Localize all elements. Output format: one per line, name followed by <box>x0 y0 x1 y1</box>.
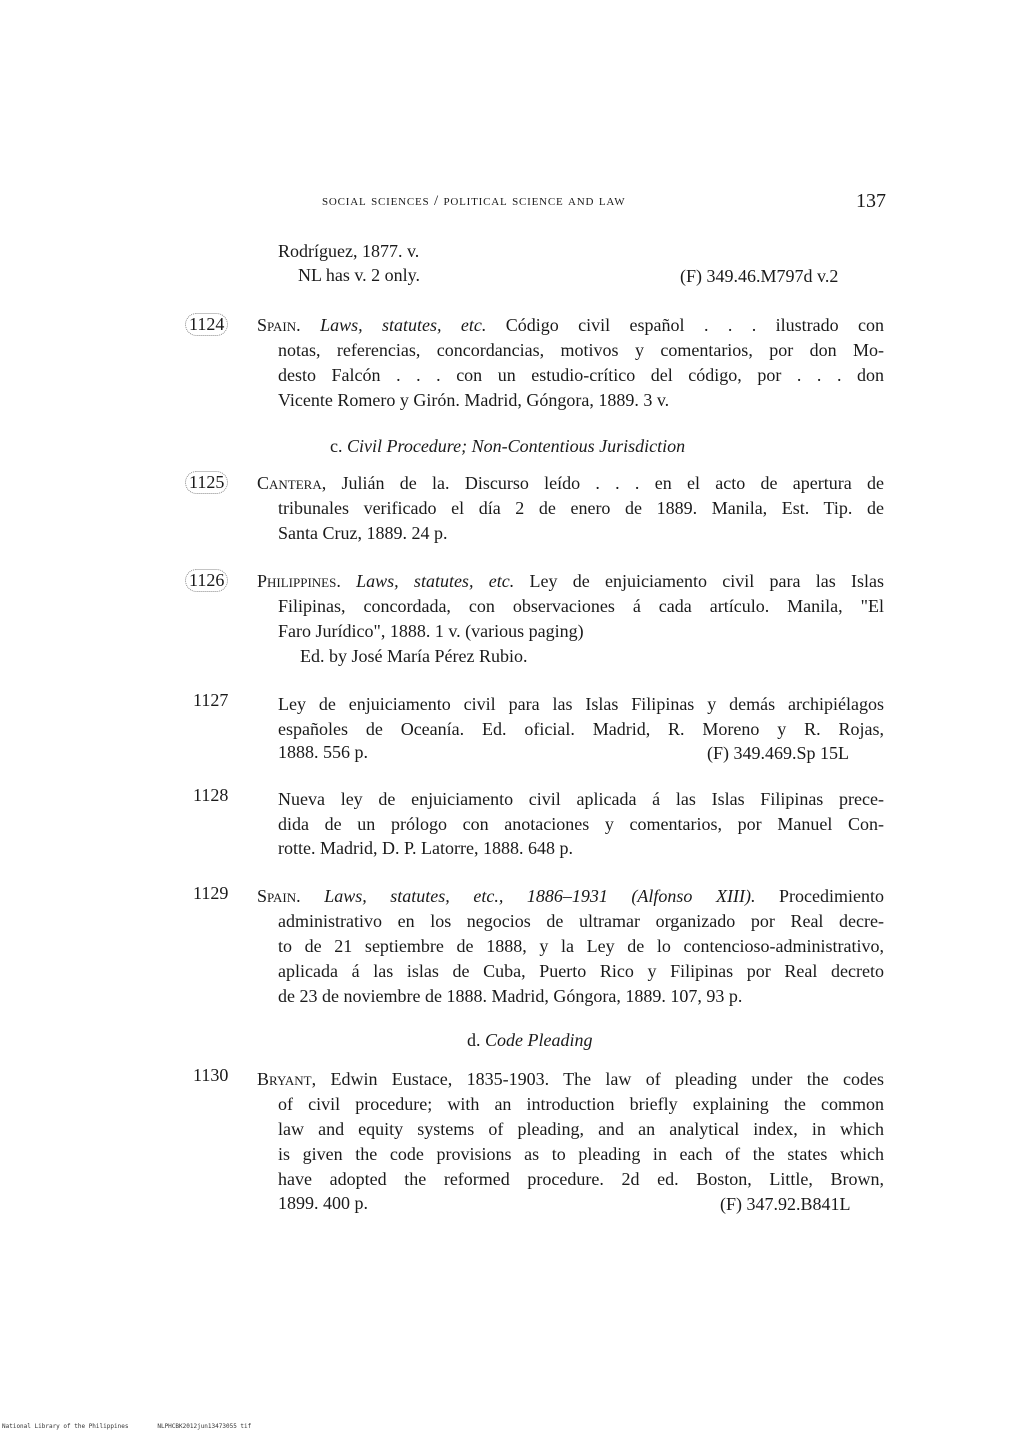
entry-1129-line-5: de 23 de noviembre de 1888. Madrid, Góngora, 1889. 107, 93 p. <box>278 986 743 1006</box>
call-number: (F) 349.46.M797d v.2 <box>680 266 839 286</box>
section-heading-d <box>467 1030 592 1051</box>
entry-1128-line-1: Nueva ley de enjuiciamento civil aplicada á las Islas Filipinas prece- <box>278 789 884 809</box>
page-number: 137 <box>856 190 886 212</box>
entry-1125-line-2: tribunales verificado el día 2 de enero de 1889. Manila, Est. Tip. de <box>278 498 884 518</box>
entry-1125-line-1 <box>257 471 884 495</box>
entry-author: Cantera, <box>257 473 327 493</box>
entry-1129-line-3: to de 21 septiembre de 1888, y la Ley de lo contencioso-administrativo, <box>278 936 884 956</box>
footer-file-id: NLPHCBK2012jun13473055 tif <box>157 1423 252 1430</box>
entry-1129-line-2: administrativo en los negocios de ultramar organizado por Real decre- <box>278 911 884 931</box>
entry-1130-line-1 <box>257 1067 884 1091</box>
entry-1130-line-2: of civil procedure; with an introduction briefly explaining the common <box>278 1094 884 1114</box>
entry-title: Procedimiento <box>779 886 885 906</box>
section-letter: d. <box>467 1030 481 1050</box>
entry-1128-line-3: rotte. Madrid, D. P. Latorre, 1888. 648 p. <box>278 838 573 858</box>
entry-1126-line-2: Filipinas, concordada, con observaciones á cada artículo. Manila, "El <box>278 596 884 616</box>
call-number: (F) 349.469.Sp 15L <box>707 743 850 763</box>
entry-1129-line-4: aplicada á las islas de Cuba, Puerto Rico y Filipinas por Real decreto <box>278 961 884 981</box>
scan-footer <box>2 1423 251 1430</box>
entry-1126-line-3: Faro Jurídico", 1888. 1 v. (various paging) <box>278 621 584 641</box>
entry-number: 1129 <box>193 883 229 903</box>
entry-1128-line-2: dida de un prólogo con anotaciones y comentarios, por Manuel Con- <box>278 814 884 834</box>
entry-1124-line-3: desto Falcón . . . con un estudio-crítico del código, por . . . don <box>278 365 884 385</box>
section-title: Civil Procedure; Non-Contentious Jurisdiction <box>347 436 686 456</box>
entry-1126-note: Ed. by José María Pérez Rubio. <box>300 646 528 666</box>
entry-title: Código civil español . . . ilustrado con <box>505 315 885 335</box>
entry-number: 1127 <box>193 690 229 710</box>
entry-1127-line-3: 1888. 556 p. <box>278 742 368 762</box>
entry-heading: Laws, statutes, etc. <box>356 571 515 591</box>
entry-number: 1128 <box>193 785 229 805</box>
entry-title: Ley de enjuiciamento civil para las Islas <box>529 571 885 591</box>
entry-heading: Laws, statutes, etc. <box>320 315 487 335</box>
entry-number: 1125 <box>185 471 228 494</box>
entry-1130-line-5: have adopted the reformed procedure. 2d ed. Boston, Little, Brown, <box>278 1169 884 1189</box>
entry-author: Philippines. <box>257 571 341 591</box>
section-title: Code Pleading <box>485 1030 593 1050</box>
entry-1124-line-1 <box>257 313 884 337</box>
entry-author: Bryant, <box>257 1069 317 1089</box>
entry-heading: Laws, statutes, etc., 1886–1931 (Alfonso XIII). <box>324 886 756 906</box>
entry-1127-line-2: españoles de Oceanía. Ed. oficial. Madrid, R. Moreno y R. Rojas, <box>278 719 884 739</box>
entry-1127-line-1: Ley de enjuiciamento civil para las Islas Filipinas y demás archipiélagos <box>278 694 884 714</box>
entry-author: Spain. <box>257 886 301 906</box>
entry-1125-line-3: Santa Cruz, 1889. 24 p. <box>278 523 448 543</box>
running-head: social sciences / political science and law <box>322 193 626 209</box>
section-heading-c <box>330 436 685 457</box>
entry-number: 1124 <box>185 313 228 336</box>
call-number: (F) 347.92.B841L <box>720 1194 851 1214</box>
entry-1124-line-4: Vicente Romero y Girón. Madrid, Góngora, 1889. 3 v. <box>278 390 670 410</box>
entry-1130-line-4: is given the code provisions as to pleading in each of the states which <box>278 1144 884 1164</box>
entry-title: Edwin Eustace, 1835-1903. The law of pleading under the codes <box>330 1069 885 1089</box>
entry-1126-line-1 <box>257 569 884 593</box>
entry-1124-line-2: notas, referencias, concordancias, motivos y comentarios, por don Mo- <box>278 340 884 360</box>
entry-number: 1126 <box>185 569 228 592</box>
entry-1130-line-3: law and equity systems of pleading, and an analytical index, in which <box>278 1119 884 1139</box>
carryover-note: NL has v. 2 only. <box>298 265 420 285</box>
entry-1129-line-1 <box>257 884 884 908</box>
entry-title: Julián de la. Discurso leído . . . en el acto de apertura de <box>341 473 884 493</box>
footer-library: National Library of the Philippines <box>2 1423 129 1430</box>
entry-number: 1130 <box>193 1065 229 1085</box>
entry-author: Spain. <box>257 315 301 335</box>
carryover-line: Rodríguez, 1877. v. <box>278 241 420 261</box>
section-letter: c. <box>330 436 343 456</box>
entry-1130-line-6: 1899. 400 p. <box>278 1193 368 1213</box>
